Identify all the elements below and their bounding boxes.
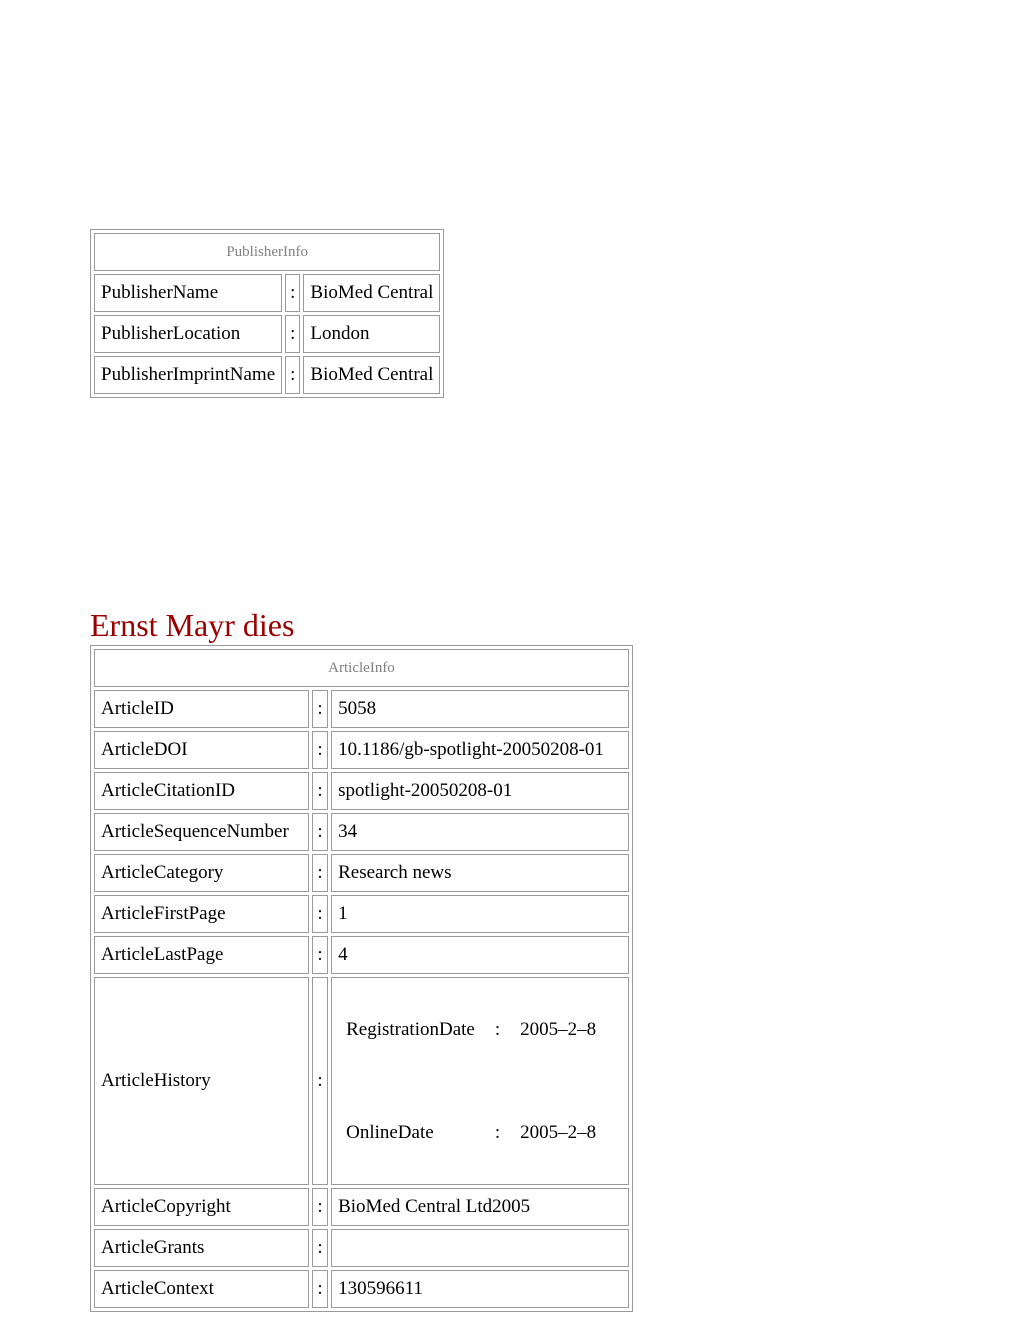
table-row xyxy=(94,772,629,810)
registration-date-label: RegistrationDate xyxy=(346,1019,475,1040)
publisher-location-label: PublisherLocation xyxy=(94,315,282,353)
online-date-label: OnlineDate xyxy=(346,1122,434,1143)
article-context-value: 130596611 xyxy=(331,1270,629,1308)
article-info-table xyxy=(90,645,633,1312)
separator: : xyxy=(312,895,328,933)
separator: : xyxy=(285,356,300,394)
publisher-imprint-name-value: BioMed Central xyxy=(303,356,440,394)
separator: : xyxy=(285,274,300,312)
article-sequence-number-label: ArticleSequenceNumber xyxy=(94,813,309,851)
article-grants-label: ArticleGrants xyxy=(94,1229,309,1267)
table-row xyxy=(94,1229,629,1267)
table-row xyxy=(94,1188,629,1226)
separator: : xyxy=(312,977,328,1185)
table-row xyxy=(94,1270,629,1308)
online-date-value: 2005–2–8 xyxy=(520,1122,597,1143)
publisher-imprint-name-label: PublisherImprintName xyxy=(94,356,282,394)
separator: : xyxy=(312,731,328,769)
table-row xyxy=(94,936,629,974)
article-category-label: ArticleCategory xyxy=(94,854,309,892)
article-id-value: 5058 xyxy=(331,690,629,728)
publisher-info-caption: PublisherInfo xyxy=(94,233,440,271)
publisher-info-table xyxy=(90,229,444,398)
publisher-name-label: PublisherName xyxy=(94,274,282,312)
separator: : xyxy=(312,1229,328,1267)
table-row xyxy=(94,813,629,851)
article-first-page-value: 1 xyxy=(331,895,629,933)
separator: : xyxy=(494,1122,501,1143)
article-last-page-value: 4 xyxy=(331,936,629,974)
article-id-label: ArticleID xyxy=(94,690,309,728)
article-category-value: Research news xyxy=(331,854,629,892)
table-row xyxy=(340,978,602,1081)
separator: : xyxy=(312,854,328,892)
article-citation-id-value: spotlight-20050208-01 xyxy=(331,772,629,810)
article-info-caption: ArticleInfo xyxy=(94,649,629,687)
publisher-location-value: London xyxy=(303,315,440,353)
article-first-page-label: ArticleFirstPage xyxy=(94,895,309,933)
article-grants-value xyxy=(331,1229,629,1267)
table-row xyxy=(94,731,629,769)
article-copyright-label: ArticleCopyright xyxy=(94,1188,309,1226)
separator: : xyxy=(312,936,328,974)
table-row xyxy=(94,356,440,394)
article-copyright-value: BioMed Central Ltd2005 xyxy=(331,1188,629,1226)
article-history-label: ArticleHistory xyxy=(94,977,309,1185)
table-row xyxy=(94,690,629,728)
separator: : xyxy=(312,1188,328,1226)
separator: : xyxy=(312,772,328,810)
separator: : xyxy=(494,1019,501,1040)
article-context-label: ArticleContext xyxy=(94,1270,309,1308)
article-doi-value: 10.1186/gb-spotlight-20050208-01 xyxy=(331,731,629,769)
article-history-table xyxy=(340,978,602,1184)
separator: : xyxy=(312,690,328,728)
table-row xyxy=(94,854,629,892)
article-title: Ernst Mayr dies xyxy=(90,607,295,643)
table-row xyxy=(94,315,440,353)
publisher-name-value: BioMed Central xyxy=(303,274,440,312)
separator: : xyxy=(312,1270,328,1308)
separator: : xyxy=(285,315,300,353)
table-row xyxy=(94,977,629,1185)
table-row xyxy=(340,1081,602,1184)
article-last-page-label: ArticleLastPage xyxy=(94,936,309,974)
article-sequence-number-value: 34 xyxy=(331,813,629,851)
registration-date-value: 2005–2–8 xyxy=(520,1019,597,1040)
table-row xyxy=(94,895,629,933)
article-history-value xyxy=(331,977,629,1185)
separator: : xyxy=(312,813,328,851)
table-row xyxy=(94,274,440,312)
article-citation-id-label: ArticleCitationID xyxy=(94,772,309,810)
article-doi-label: ArticleDOI xyxy=(94,731,309,769)
